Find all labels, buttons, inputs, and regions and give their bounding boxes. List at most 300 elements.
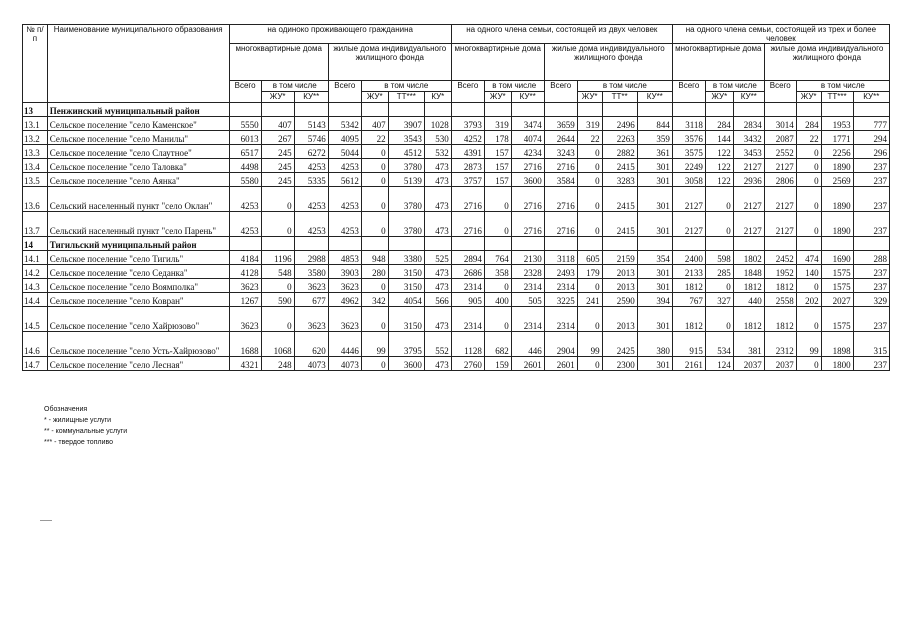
value-cell: 1575	[821, 307, 853, 332]
value-cell: 2894	[451, 251, 484, 265]
legend-note: *** - твердое топливо	[44, 439, 114, 446]
value-cell: 4095	[328, 131, 361, 145]
value-cell	[672, 103, 705, 117]
value-cell: 296	[853, 145, 889, 159]
row-code: 13.5	[23, 173, 48, 187]
header-zhu: ЖУ*	[361, 92, 388, 103]
value-cell: 0	[361, 212, 388, 237]
value-cell: 0	[484, 212, 511, 237]
value-cell: 5139	[388, 173, 424, 187]
row-code: 14.5	[23, 307, 48, 332]
value-cell: 3780	[388, 212, 424, 237]
value-cell: 380	[637, 332, 672, 357]
value-cell: 2314	[511, 279, 544, 293]
header-num: № п/п	[23, 25, 48, 103]
value-cell: 2834	[733, 117, 764, 131]
value-cell	[451, 103, 484, 117]
value-cell: 0	[361, 307, 388, 332]
value-cell: 0	[577, 279, 602, 293]
value-cell: 342	[361, 293, 388, 307]
value-cell: 2400	[672, 251, 705, 265]
value-cell: 3150	[388, 279, 424, 293]
row-code: 13.6	[23, 187, 48, 212]
value-cell: 394	[637, 293, 672, 307]
value-cell: 5550	[229, 117, 261, 131]
value-cell: 3580	[294, 265, 328, 279]
value-cell: 2569	[821, 173, 853, 187]
value-cell	[672, 237, 705, 251]
value-cell: 3225	[544, 293, 577, 307]
value-cell: 2127	[733, 187, 764, 212]
row-code: 14.1	[23, 251, 48, 265]
value-cell: 1800	[821, 357, 853, 371]
value-cell: 3795	[388, 332, 424, 357]
table-row	[23, 159, 890, 173]
value-cell: 140	[796, 265, 821, 279]
value-cell: 301	[637, 173, 672, 187]
value-cell: 2314	[544, 307, 577, 332]
value-cell: 620	[294, 332, 328, 357]
header-ku: КУ**	[294, 92, 328, 103]
value-cell: 3623	[328, 279, 361, 293]
value-cell: 2037	[733, 357, 764, 371]
value-cell: 3058	[672, 173, 705, 187]
value-cell: 1812	[764, 307, 796, 332]
value-cell: 237	[853, 159, 889, 173]
value-cell: 682	[484, 332, 511, 357]
value-cell: 0	[796, 173, 821, 187]
header-total: Всего	[764, 81, 796, 103]
value-cell: 0	[796, 145, 821, 159]
value-cell: 2013	[602, 307, 637, 332]
value-cell: 329	[853, 293, 889, 307]
value-cell: 2590	[602, 293, 637, 307]
value-cell: 284	[796, 117, 821, 131]
header-ku: КУ**	[511, 92, 544, 103]
value-cell: 284	[705, 117, 733, 131]
value-cell: 3780	[388, 187, 424, 212]
value-cell: 552	[424, 332, 451, 357]
value-cell: 4184	[229, 251, 261, 265]
value-cell: 474	[796, 251, 821, 265]
row-code: 13.1	[23, 117, 48, 131]
table-row	[23, 187, 890, 212]
value-cell: 5335	[294, 173, 328, 187]
value-cell: 301	[637, 357, 672, 371]
header-tt: ТТ***	[388, 92, 424, 103]
value-cell: 361	[637, 145, 672, 159]
value-cell: 0	[261, 212, 294, 237]
value-cell	[484, 103, 511, 117]
value-cell: 1196	[261, 251, 294, 265]
table-header	[23, 25, 890, 103]
value-cell: 2716	[511, 159, 544, 173]
value-cell: 280	[361, 265, 388, 279]
value-cell: 2716	[451, 212, 484, 237]
value-cell: 122	[705, 159, 733, 173]
value-cell: 0	[796, 187, 821, 212]
value-cell: 178	[484, 131, 511, 145]
value-cell	[821, 103, 853, 117]
value-cell: 241	[577, 293, 602, 307]
header-zhu: ЖУ*	[577, 92, 602, 103]
value-cell: 3907	[388, 117, 424, 131]
value-cell: 0	[796, 307, 821, 332]
value-cell: 3118	[544, 251, 577, 265]
value-cell: 4073	[328, 357, 361, 371]
value-cell: 530	[424, 131, 451, 145]
value-cell: 2716	[451, 187, 484, 212]
value-cell: 319	[484, 117, 511, 131]
value-cell: 2425	[602, 332, 637, 357]
value-cell	[261, 103, 294, 117]
value-cell: 2130	[511, 251, 544, 265]
value-cell	[577, 103, 602, 117]
value-cell: 2644	[544, 131, 577, 145]
value-cell: 3432	[733, 131, 764, 145]
header-apt-2: многоквартирные дома	[451, 44, 544, 81]
value-cell: 0	[577, 187, 602, 212]
value-cell: 1128	[451, 332, 484, 357]
row-name: Сельское поселение "село Манилы"	[47, 131, 229, 145]
value-cell: 4054	[388, 293, 424, 307]
value-cell	[424, 103, 451, 117]
value-cell: 3659	[544, 117, 577, 131]
value-cell: 2127	[764, 187, 796, 212]
value-cell: 159	[484, 357, 511, 371]
value-cell	[544, 103, 577, 117]
value-cell: 0	[796, 357, 821, 371]
header-group-two: на одного члена семьи, состоящей из двух человек	[451, 25, 672, 44]
row-code: 14.4	[23, 293, 48, 307]
value-cell: 237	[853, 212, 889, 237]
header-total: Всего	[328, 81, 361, 103]
value-cell: 2415	[602, 159, 637, 173]
value-cell: 2027	[821, 293, 853, 307]
value-cell: 237	[853, 265, 889, 279]
value-cell: 22	[796, 131, 821, 145]
value-cell: 2314	[451, 279, 484, 293]
value-cell	[796, 103, 821, 117]
value-cell: 0	[361, 279, 388, 293]
value-cell: 3243	[544, 145, 577, 159]
value-cell: 22	[577, 131, 602, 145]
row-name: Сельское поселение "село Каменское"	[47, 117, 229, 131]
value-cell: 144	[705, 131, 733, 145]
header-tt: ТТ***	[821, 92, 853, 103]
value-cell: 285	[705, 265, 733, 279]
value-cell: 1890	[821, 187, 853, 212]
value-cell: 1812	[672, 307, 705, 332]
value-cell: 2263	[602, 131, 637, 145]
value-cell: 2328	[511, 265, 544, 279]
value-cell: 473	[424, 265, 451, 279]
value-cell: 4253	[229, 187, 261, 212]
value-cell	[294, 237, 328, 251]
value-cell: 764	[484, 251, 511, 265]
value-cell: 3600	[511, 173, 544, 187]
value-cell	[853, 103, 889, 117]
value-cell: 2127	[764, 159, 796, 173]
value-cell: 1812	[733, 307, 764, 332]
value-cell: 2087	[764, 131, 796, 145]
value-cell: 4074	[511, 131, 544, 145]
value-cell: 0	[261, 307, 294, 332]
header-ku: КУ**	[733, 92, 764, 103]
value-cell: 354	[637, 251, 672, 265]
value-cell: 1952	[764, 265, 796, 279]
table-row	[23, 357, 890, 371]
table-row	[23, 173, 890, 187]
value-cell: 2013	[602, 279, 637, 293]
value-cell: 605	[577, 251, 602, 265]
value-cell: 767	[672, 293, 705, 307]
value-cell: 407	[261, 117, 294, 131]
value-cell: 4321	[229, 357, 261, 371]
row-code: 14.7	[23, 357, 48, 371]
value-cell: 5746	[294, 131, 328, 145]
value-cell: 2127	[733, 159, 764, 173]
value-cell: 5612	[328, 173, 361, 187]
value-cell: 381	[733, 332, 764, 357]
value-cell: 4446	[328, 332, 361, 357]
header-zhu: ЖУ*	[484, 92, 511, 103]
value-cell: 2037	[764, 357, 796, 371]
value-cell	[602, 103, 637, 117]
value-cell: 0	[705, 307, 733, 332]
value-cell: 525	[424, 251, 451, 265]
value-cell: 0	[261, 187, 294, 212]
row-name: Сельский населенный пункт "село Оклан"	[47, 187, 229, 212]
value-cell: 440	[733, 293, 764, 307]
value-cell: 677	[294, 293, 328, 307]
value-cell: 2936	[733, 173, 764, 187]
value-cell: 4252	[451, 131, 484, 145]
value-cell: 2716	[511, 187, 544, 212]
header-apt-1: многоквартирные дома	[229, 44, 328, 81]
value-cell: 0	[705, 279, 733, 293]
header-house-1: жилые дома индивидуального жилищного фонда	[328, 44, 451, 81]
value-cell: 2415	[602, 212, 637, 237]
header-total: Всего	[229, 81, 261, 103]
value-cell: 2716	[544, 159, 577, 173]
legend-title: Обозначения	[44, 406, 88, 413]
header-zhu: ЖУ*	[796, 92, 821, 103]
value-cell: 2493	[544, 265, 577, 279]
value-cell: 400	[484, 293, 511, 307]
value-cell: 473	[424, 187, 451, 212]
row-code: 14.2	[23, 265, 48, 279]
value-cell: 4253	[229, 212, 261, 237]
header-incl: в том числе	[361, 81, 451, 92]
header-incl: в том числе	[484, 81, 544, 92]
value-cell	[361, 237, 388, 251]
value-cell: 4073	[294, 357, 328, 371]
header-total: Всего	[451, 81, 484, 103]
value-cell: 301	[637, 187, 672, 212]
table-row	[23, 265, 890, 279]
value-cell: 2314	[511, 307, 544, 332]
value-cell: 2452	[764, 251, 796, 265]
value-cell: 5143	[294, 117, 328, 131]
value-cell: 2988	[294, 251, 328, 265]
value-cell	[484, 237, 511, 251]
table-row	[23, 279, 890, 293]
value-cell: 915	[672, 332, 705, 357]
value-cell: 1267	[229, 293, 261, 307]
value-cell	[637, 237, 672, 251]
value-cell: 2127	[672, 187, 705, 212]
value-cell: 245	[261, 145, 294, 159]
value-cell	[733, 103, 764, 117]
row-name: Сельское поселение "село Аянка"	[47, 173, 229, 187]
value-cell: 0	[705, 187, 733, 212]
value-cell: 1848	[733, 265, 764, 279]
value-cell: 3793	[451, 117, 484, 131]
header-incl: в том числе	[577, 81, 672, 92]
value-cell: 0	[577, 307, 602, 332]
value-cell: 4391	[451, 145, 484, 159]
value-cell: 407	[361, 117, 388, 131]
value-cell: 3453	[733, 145, 764, 159]
legend-note: ** - коммунальные услуги	[44, 428, 128, 435]
value-cell	[388, 237, 424, 251]
header-ku: КУ*	[424, 92, 451, 103]
value-cell: 2552	[764, 145, 796, 159]
value-cell: 4253	[328, 187, 361, 212]
value-cell: 446	[511, 332, 544, 357]
header-total: Всего	[672, 81, 705, 103]
value-cell	[796, 237, 821, 251]
value-cell	[229, 237, 261, 251]
value-cell: 157	[484, 173, 511, 187]
value-cell: 3584	[544, 173, 577, 187]
value-cell: 327	[705, 293, 733, 307]
row-name: Пенжинский муниципальный район	[47, 103, 229, 117]
value-cell	[294, 103, 328, 117]
value-cell	[764, 237, 796, 251]
value-cell: 2806	[764, 173, 796, 187]
value-cell: 2127	[764, 212, 796, 237]
row-name: Сельское поселение "село Воямполка"	[47, 279, 229, 293]
row-code: 13.7	[23, 212, 48, 237]
value-cell: 598	[705, 251, 733, 265]
value-cell: 288	[853, 251, 889, 265]
value-cell: 566	[424, 293, 451, 307]
value-cell: 0	[361, 159, 388, 173]
value-cell: 157	[484, 159, 511, 173]
value-cell: 301	[637, 307, 672, 332]
row-name: Сельское поселение "село Хайрюзово"	[47, 307, 229, 332]
value-cell	[705, 103, 733, 117]
value-cell: 548	[261, 265, 294, 279]
value-cell: 267	[261, 131, 294, 145]
value-cell: 179	[577, 265, 602, 279]
value-cell: 319	[577, 117, 602, 131]
value-cell: 844	[637, 117, 672, 131]
legend-note: * - жилищные услуги	[44, 417, 111, 424]
district-row	[23, 237, 890, 251]
value-cell: 202	[796, 293, 821, 307]
value-cell: 1068	[261, 332, 294, 357]
value-cell: 2716	[544, 212, 577, 237]
value-cell: 122	[705, 145, 733, 159]
value-cell: 0	[361, 173, 388, 187]
value-cell: 473	[424, 307, 451, 332]
value-cell: 4234	[511, 145, 544, 159]
value-cell: 948	[361, 251, 388, 265]
value-cell: 237	[853, 357, 889, 371]
table-row	[23, 251, 890, 265]
value-cell: 2601	[544, 357, 577, 371]
value-cell: 1028	[424, 117, 451, 131]
value-cell: 2256	[821, 145, 853, 159]
value-cell: 2716	[511, 212, 544, 237]
value-cell	[328, 237, 361, 251]
value-cell: 4512	[388, 145, 424, 159]
value-cell: 0	[361, 187, 388, 212]
value-cell: 3014	[764, 117, 796, 131]
value-cell: 5342	[328, 117, 361, 131]
header-incl: в том числе	[796, 81, 889, 92]
value-cell	[853, 237, 889, 251]
tariff-table	[22, 24, 890, 371]
value-cell: 3576	[672, 131, 705, 145]
row-name: Сельское поселение "село Лесная"	[47, 357, 229, 371]
value-cell	[451, 237, 484, 251]
value-cell	[328, 103, 361, 117]
value-cell: 99	[577, 332, 602, 357]
value-cell: 1690	[821, 251, 853, 265]
value-cell: 4253	[328, 159, 361, 173]
value-cell: 473	[424, 212, 451, 237]
value-cell: 3623	[294, 279, 328, 293]
value-cell	[602, 237, 637, 251]
value-cell: 0	[361, 145, 388, 159]
value-cell: 6517	[229, 145, 261, 159]
header-group-three: на одного члена семьи, состоящей из трех и более человек	[672, 25, 889, 44]
value-cell: 1812	[764, 279, 796, 293]
value-cell: 2127	[672, 212, 705, 237]
row-name: Сельское поселение "село Ковран"	[47, 293, 229, 307]
value-cell: 0	[577, 173, 602, 187]
value-cell: 1812	[733, 279, 764, 293]
value-cell: 0	[796, 279, 821, 293]
value-cell: 3757	[451, 173, 484, 187]
value-cell: 2496	[602, 117, 637, 131]
value-cell: 1890	[821, 212, 853, 237]
value-cell: 5580	[229, 173, 261, 187]
value-cell: 2159	[602, 251, 637, 265]
value-cell: 2161	[672, 357, 705, 371]
header-tt: ТТ**	[602, 92, 637, 103]
value-cell: 245	[261, 173, 294, 187]
value-cell	[388, 103, 424, 117]
value-cell	[637, 103, 672, 117]
value-cell: 0	[796, 212, 821, 237]
value-cell: 3623	[294, 307, 328, 332]
value-cell: 4253	[294, 212, 328, 237]
value-cell: 534	[705, 332, 733, 357]
value-cell: 4853	[328, 251, 361, 265]
value-cell: 3283	[602, 173, 637, 187]
value-cell: 532	[424, 145, 451, 159]
value-cell	[511, 237, 544, 251]
value-cell: 905	[451, 293, 484, 307]
value-cell: 3780	[388, 159, 424, 173]
row-code: 14.3	[23, 279, 48, 293]
value-cell: 2686	[451, 265, 484, 279]
